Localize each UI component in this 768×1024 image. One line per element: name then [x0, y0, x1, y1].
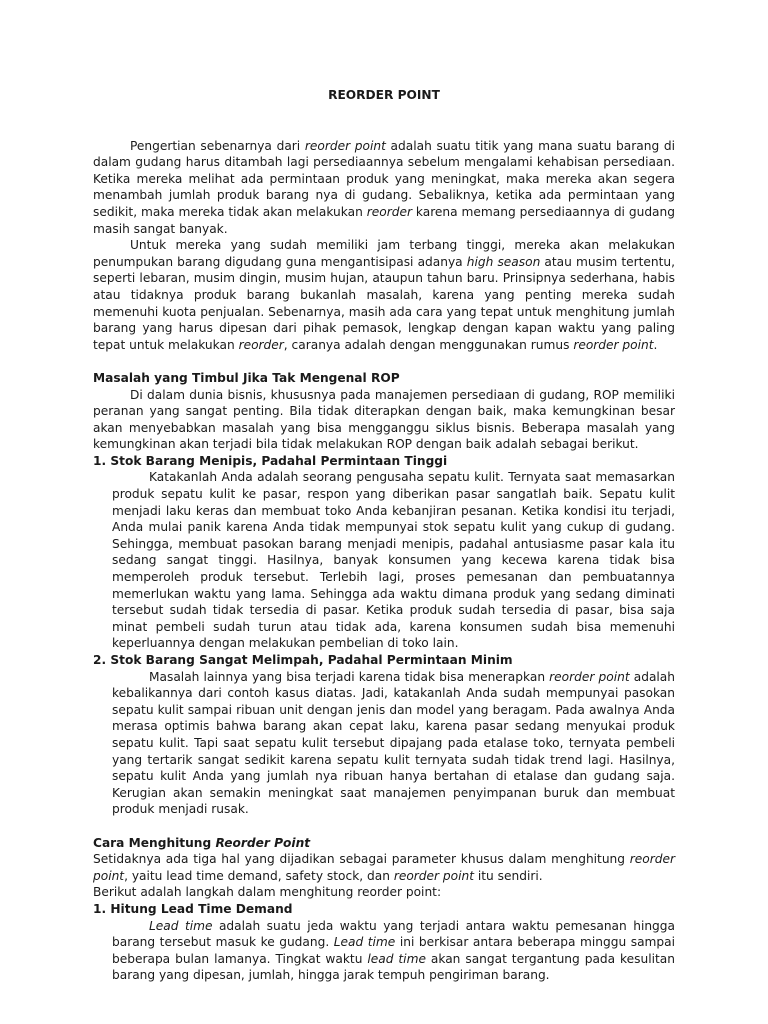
- intro-paragraph-1: Pengertian sebenarnya dari reorder point adalah suatu titik yang mana suatu barang di dalam gudang harus ditambah lagi persediaannya sebelum mengalami kehabisan persediaan. Ketika mereka melihat ada permintaan produk yang meningkat, maka mereka akan segera menambah jumlah produk barang nya di gudang. Sebaliknya, ketika ada permintaan yang sedikit, maka mereka tidak akan melakukan reorder karena memang persediaannya di gudang masih sangat banyak.: [93, 138, 675, 236]
- section2-paragraph-1: Setidaknya ada tiga hal yang dijadikan sebagai parameter khusus dalam menghitung reorder point, yaitu lead time demand, safety stock, dan reorder point itu sendiri.: [93, 852, 675, 883]
- excess-stock-paragraph: Masalah lainnya yang bisa terjadi karena tidak bisa menerapkan reorder point adalah kebalikannya dari contoh kasus diatas. Jadi, katakanlah Anda sudah mempunyai pasokan sepatu kulit sampai ribuan unit dengan jenis dan model yang beragam. Pada awalnya Anda merasa optimis bahwa barang akan cepat laku, karena pasar sedang menyukai produk sepatu kulit. Tapi saat sepatu kulit tersebut dipajang pada etalase toko, ternyata pembeli yang tertarik sangat sedikit karena sepatu kulit ternyata sudah tidak trend lagi. Hasilnya, sepatu kulit Anda yang jumlah nya ribuan hanya bertahan di etalase dan gudang saja. Kerugian akan semakin meningkat saat manajemen penyimpanan buruk dan membuat produk menjadi rusak.: [112, 669, 675, 817]
- intro-paragraph-2: Untuk mereka yang sudah memiliki jam terbang tinggi, mereka akan melakukan penumpukan barang digudang guna mengantisipasi adanya high season atau musim tertentu, seperti lebaran, musim dingin, musim hujan, ataupun tahun baru. Prinsipnya sederhana, habis atau tidaknya produk barang bukanlah masalah, karena yang penting mereka sudah memenuhi kuota penjualan. Sebenarnya, masih ada cara yang tepat untuk menghitung jumlah barang yang harus dipesan dari pihak pemasok, lengkap dengan kapan waktu yang paling tepat untuk melakukan reorder, caranya adalah dengan menggunakan rumus reorder point.: [93, 238, 675, 352]
- spacer: [93, 818, 675, 835]
- document-body: [93, 87, 675, 984]
- document-title: REORDER POINT: [328, 88, 440, 102]
- low-stock-paragraph: Katakanlah Anda adalah seorang pengusaha sepatu kulit. Ternyata saat memasarkan produk sepatu kulit ke pasar, respon yang diberikan pasar sangatlah baik. Sepatu kulit menjadi laku keras dan membuat toko Anda kebanjiran pesanan. Ketika kondisi itu terjadi, Anda mulai panik karena Anda tidak mempunyai stok sepatu kulit yang cukup di gudang. Sehingga, membuat pasokan barang menjadi menipis, padahal antusiasme pasar kala itu sedang sangat tinggi. Hasilnya, banyak konsumen yang kecewa karena tidak bisa memperoleh produk tersebut. Terlebih lagi, proses pemesanan dan pembuatannya memerlukan waktu yang lama. Sehingga ada waktu dimana produk yang sedang diminati tersebut sudah tidak tersedia di pasar. Ketika produk sudah tersedia di pasar, bisa saja minat pembeli sudah turun atau tidak ada, karena konsumen sudah bisa memenuhi keperluannya dengan melakukan pembelian di toko lain.: [112, 470, 675, 651]
- section2-paragraph-2: Berikut adalah langkah dalam menghitung reorder point:: [93, 885, 442, 900]
- section1-paragraph: Di dalam dunia bisnis, khususnya pada manajemen persediaan di gudang, ROP memiliki peranan yang sangat penting. Bila tidak diterapkan dengan baik, maka kemungkinan besar akan menyebabkan masalah yang bisa mengganggu siklus bisnis. Beberapa masalah yang kemungkinan akan terjadi bila tidak melakukan ROP dengan baik adalah sebagai berikut.: [93, 387, 675, 452]
- subheading-lead-time-demand: 1. Hitung Lead Time Demand: [93, 901, 293, 916]
- subheading-low-stock: 1. Stok Barang Menipis, Padahal Permintaan Tinggi: [93, 453, 448, 468]
- lead-time-paragraph: Lead time adalah suatu jeda waktu yang terjadi antara waktu pemesanan hingga barang tersebut masuk ke gudang. Lead time ini berkisar antara beberapa minggu sampai beberapa bulan lamanya. Tingkat waktu lead time akan sangat tergantung pada kesulitan barang yang dipesan, jumlah, hingga jarak tempuh pengiriman barang.: [112, 918, 676, 983]
- subheading-excess-stock: 2. Stok Barang Sangat Melimpah, Padahal Permintaan Minim: [93, 653, 513, 667]
- section-heading-rop-problems: Masalah yang Timbul Jika Tak Mengenal ROP: [93, 370, 400, 385]
- spacer: [93, 353, 675, 370]
- section-heading-calculation: Cara Menghitung Reorder Point: [93, 835, 311, 850]
